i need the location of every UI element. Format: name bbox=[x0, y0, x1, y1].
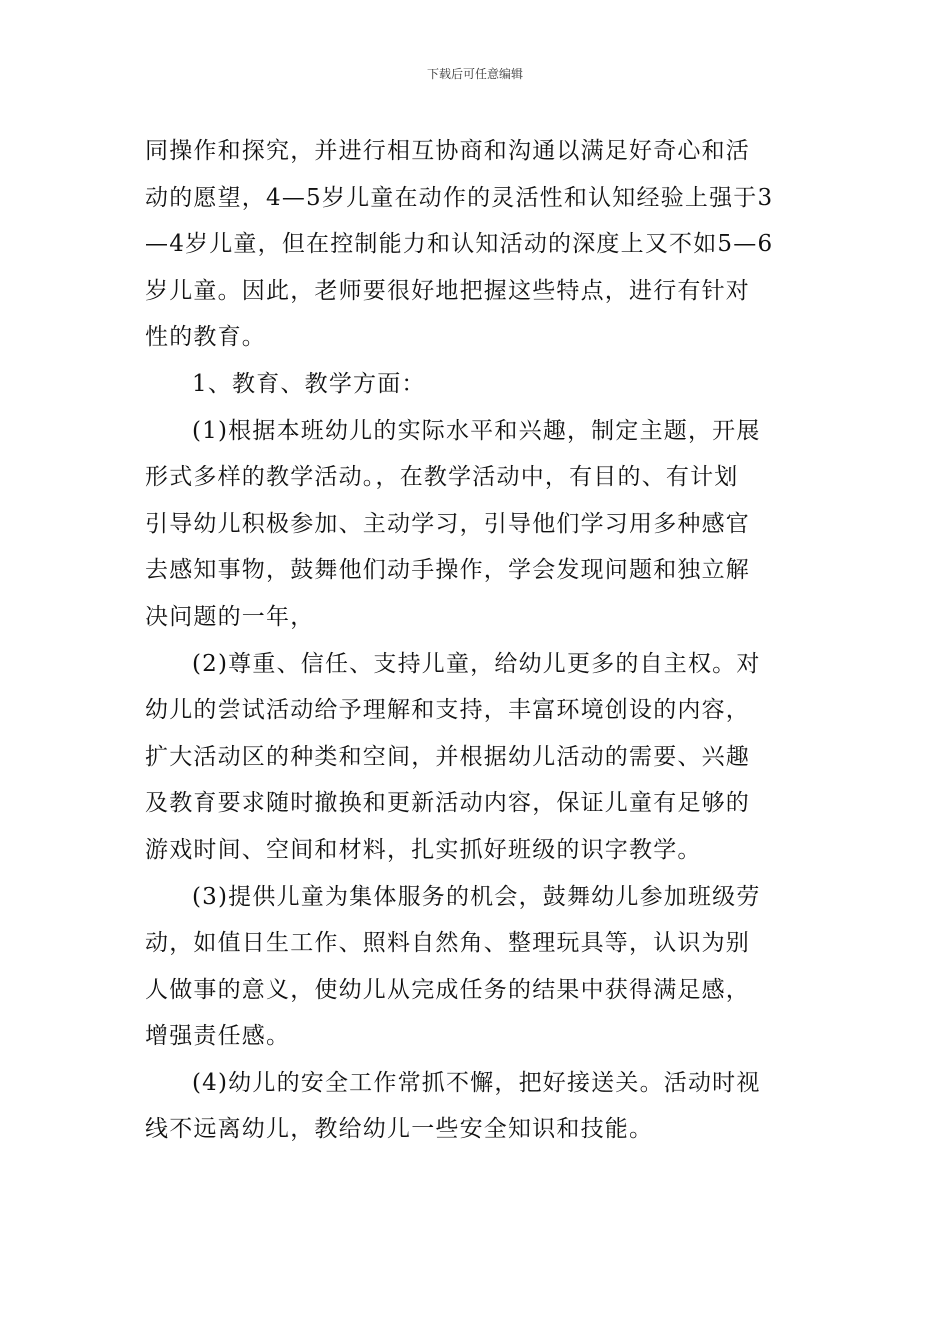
paragraph-children-development bbox=[145, 128, 810, 361]
text-line: 岁儿童。因此，老师要很好地把握这些特点，进行有针对 bbox=[145, 277, 750, 304]
text-line: (1)根据本班幼儿的实际水平和兴趣，制定主题，开展 bbox=[192, 417, 761, 444]
text-line: (3)提供儿童为集体服务的机会，鼓舞幼儿参加班级劳 bbox=[192, 883, 761, 910]
paragraph-item-3 bbox=[145, 874, 810, 1060]
paragraph-item-1 bbox=[145, 408, 810, 641]
text-line: (4)幼儿的安全工作常抓不懈，把好接送关。活动时视 bbox=[192, 1069, 761, 1096]
text-line: 引导幼儿积极参加、主动学习，引导他们学习用多种感官 bbox=[145, 510, 750, 537]
paragraph-item-2 bbox=[145, 641, 810, 874]
text-line: 线不远离幼儿，教给幼儿一些安全知识和技能。 bbox=[145, 1116, 654, 1143]
text-line: —4岁儿童，但在控制能力和认知活动的深度上又不如5—6 bbox=[145, 231, 774, 258]
page-header: 下载后可任意编辑 bbox=[426, 67, 523, 81]
text-line: (2)尊重、信任、支持儿童，给幼儿更多的自主权。对 bbox=[192, 650, 761, 677]
text-line: 游戏时间、空间和材料，扎实抓好班级的识字教学。 bbox=[145, 836, 702, 863]
document-body bbox=[145, 128, 810, 1153]
text-line: 1、教育、教学方面： bbox=[192, 370, 426, 397]
text-line: 动，如值日生工作、照料自然角、整理玩具等，认识为别 bbox=[145, 930, 750, 957]
text-line: 形式多样的教学活动。，在教学活动中，有目的、有计划 bbox=[145, 464, 739, 491]
text-line: 增强责任感。 bbox=[145, 1023, 291, 1050]
text-line: 幼儿的尝试活动给予理解和支持，丰富环境创设的内容， bbox=[145, 697, 750, 724]
paragraph-item-4 bbox=[145, 1060, 810, 1153]
text-line: 人做事的意义，使幼儿从完成任务的结果中获得满足感， bbox=[145, 976, 750, 1003]
text-line: 扩大活动区的种类和空间，并根据幼儿活动的需要、兴趣 bbox=[145, 743, 750, 770]
text-line: 同操作和探究，并进行相互协商和沟通以满足好奇心和活 bbox=[145, 138, 750, 164]
text-line: 决问题的一年， bbox=[145, 603, 315, 630]
section-heading-education bbox=[145, 361, 810, 408]
text-line: 动的愿望，4—5岁儿童在动作的灵活性和认知经验上强于3 bbox=[145, 184, 774, 211]
text-line: 性的教育。 bbox=[145, 324, 266, 351]
text-line: 及教育要求随时撤换和更新活动内容，保证儿童有足够的 bbox=[145, 790, 750, 817]
text-line: 去感知事物，鼓舞他们动手操作，学会发现问题和独立解 bbox=[145, 557, 750, 584]
